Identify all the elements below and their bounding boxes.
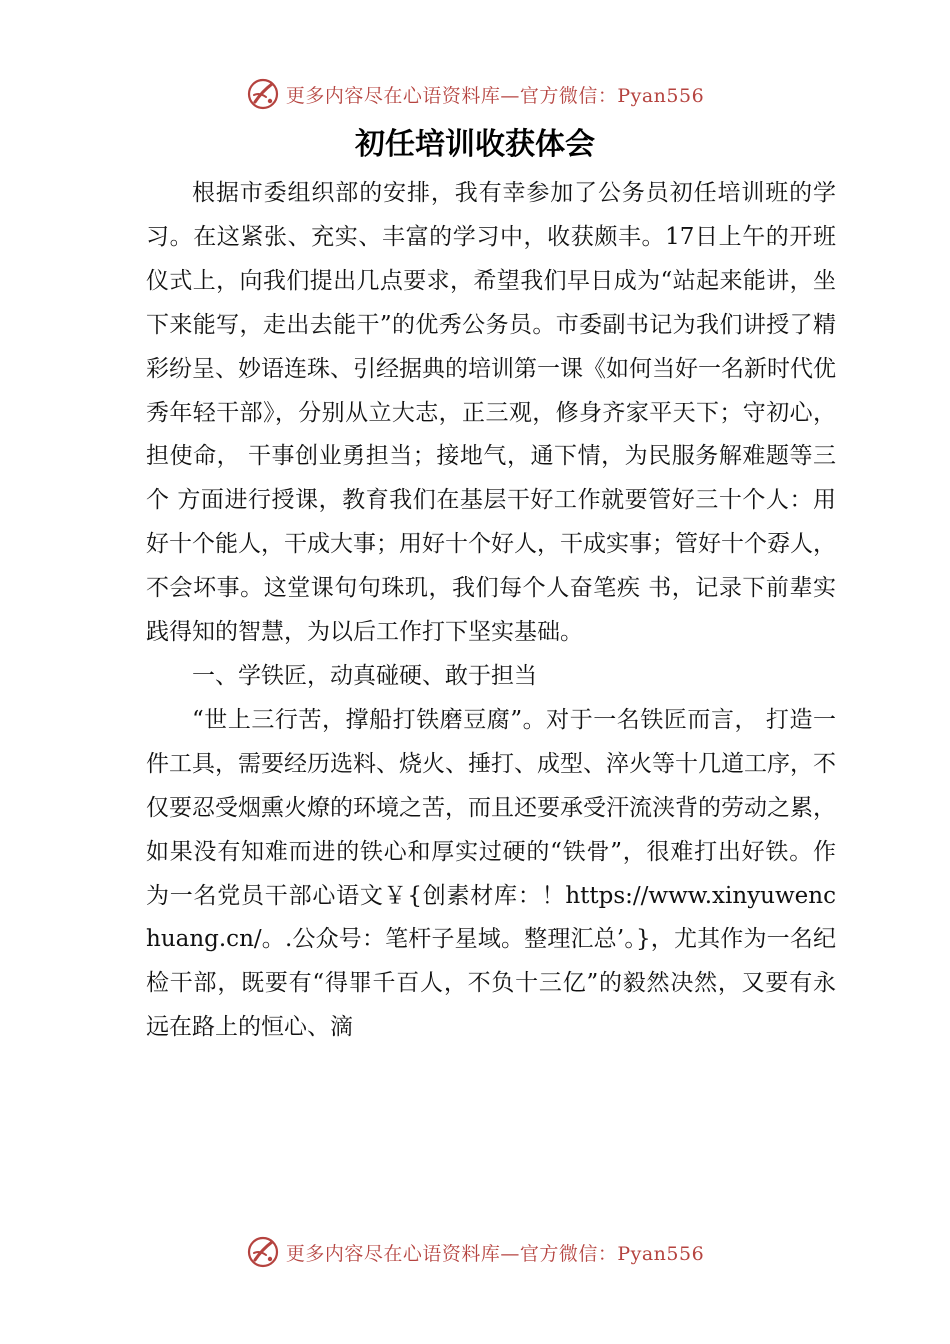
brush-pen-logo-icon [246, 1235, 280, 1269]
document-title: 初任培训收获体会 [355, 127, 595, 162]
intro-paragraph: 根据市委组织部的安排，我有幸参加了公务员初任培训班的学习。在这紧张、充实、丰富的学习中，收获颇丰。17日上午的开班仪式上，向我们提出几点要求，希望我们早日成为“站起来能讲，坐下来能写，走出去能干”的优秀公务员。市委副书记为我们讲授了精彩纷呈、妙语连珠、引经据典的培训第一课《如何当好一名新时代优秀年轻干部》，分别从立大志，正三观，修身齐家平天下；守初心，担使命， 干事创业勇担当；接地气，通下情，为民服务解难题等三个 方面进行授课，教育我们在基层干好工作就要管好三十个人：用好十个能人，干成大事；用好十个好人，干成实事；管好十个孬人，不会坏事。这堂课句句珠玑，我们每个人奋笔疾 书，记录下前辈实践得知的智慧，为以后工作打下坚实基础。 [146, 180, 836, 646]
section-paragraph: “世上三行苦，撑船打铁磨豆腐”。对于一名铁匠而言， 打造一件工具，需要经历选料、烧火、捶打、成型、淬火等十几道工序，不仅要忍受烟熏火燎的环境之苦，而且还要承受汗流浃背的劳动之累，如果没有知难而进的铁心和厚实过硬的“铁骨”，很难打出好铁。作为一名党员干部心语文￥{创素材库：！https://www.xinyuwenchuang.cn/。.公众号：笔杆子星域。整理汇总’。}，尤其作为一名纪检干部，既要有“得罪千百人，不负十三亿”的毅然决然，又要有永远在路上的恒心、滴 [146, 706, 836, 1041]
watermark-text: 更多内容尽在心语资料库—官方微信：Pyan556 [285, 84, 705, 107]
footer-watermark-banner [0, 1230, 950, 1274]
header-watermark-banner [0, 72, 950, 116]
section-heading: 一、学铁匠，动真碰硬、敢于担当 [192, 662, 537, 689]
watermark-text: 更多内容尽在心语资料库—官方微信：Pyan556 [285, 1242, 705, 1265]
document-body [146, 172, 836, 1050]
brush-pen-logo-icon [246, 77, 280, 111]
